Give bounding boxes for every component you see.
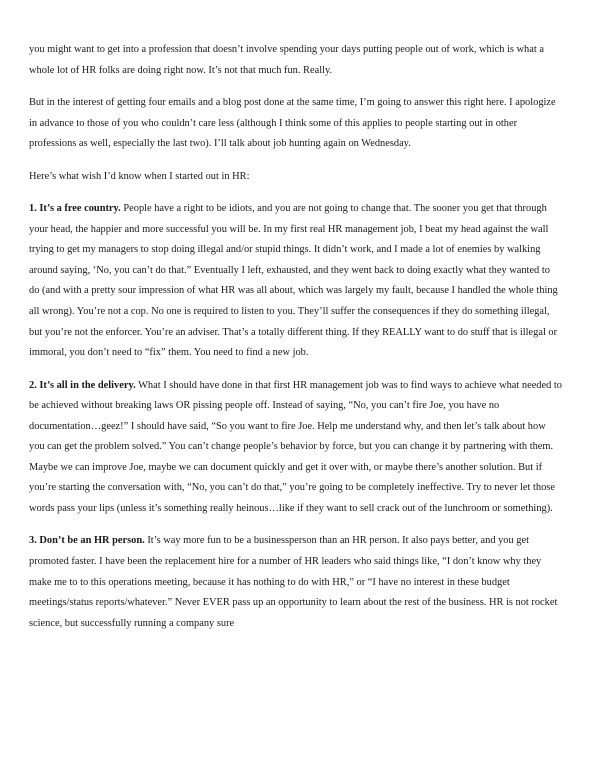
list-item-1 <box>29 199 562 364</box>
list-item-2-text: What I should have done in that first HR management job was to find ways to achieve what needed to be achieved without breaking laws OR pissing people off. Instead of saying, “No, you can’t fire Joe, you have no documentation…geez!” I should have said, “So you want to fire Joe. Help me understand why, and then let’s talk about how you can get the problem solved.” You can’t change people’s behavior by force, but you can change it by partnering with them. Maybe we can improve Joe, maybe we can document quickly and get it over with, or maybe there’s another solution. But if you’re starting the conversation with, “No, you can’t do that,” you’re going to be completely ineffective. Try to never let those words pass your lips (unless it’s something really heinous…like if they want to sell crack out of the lunchroom or something). <box>29 379 562 515</box>
list-item-1-text: People have a right to be idiots, and you are not going to change that. The sooner you get that through your head, the happier and more successful you will be. In my first real HR management job, I beat my head against the wall trying to get my managers to stop doing illegal and/or stupid things. It didn’t work, and I made a lot of enemies by walking around saying, ‘No, you can’t do that.” Eventually I left, exhausted, and they went back to doing exactly what they wanted to do (and with a pretty sour impression of what HR was all about, which was largely my fault, because I handled the whole thing all wrong). You’re not a cop. No one is required to listen to you. They’ll suffer the consequences if they do something illegal, but you’re not the enforcer. You’re an adviser. That’s a totally different thing. If they REALLY want to do stuff that is illegal or immoral, you don’t need to “fix” them. You need to find a new job. <box>29 202 558 359</box>
paragraph-1 <box>29 40 562 81</box>
list-item-1-heading: 1. It’s a free country. <box>29 202 121 214</box>
paragraph-3 <box>29 167 562 188</box>
list-item-2-heading: 2. It’s all in the delivery. <box>29 379 136 391</box>
list-item-3-text: It’s way more fun to be a businessperson than an HR person. It also pays better, and you get promoted faster. I have been the replacement hire for a number of HR leaders who said things like, “I don’t know why they make me to to this operations meeting, because it has nothing to do with HR,” or “I have no interest in these budget meetings/status reports/whatever.” Never EVER pass up an opportunity to learn about the rest of the business. HR is not rocket science, but successfully running a company sure <box>29 535 558 629</box>
list-item-3-heading: 3. Don’t be an HR person. <box>29 535 145 547</box>
paragraph-2 <box>29 93 562 155</box>
list-item-3 <box>29 531 562 634</box>
paragraph-1-text: you might want to get into a profession that doesn’t involve spending your days putting people out of work, which is what a whole lot of HR folks are doing right now. It’s not that much fun. Really. <box>29 44 544 76</box>
paragraph-2-text: But in the interest of getting four emails and a blog post done at the same time, I’m going to answer this right here. I apologize in advance to those of you who couldn’t care less (although I think some of this applies to people starting out in other professions as well, especially the last two). I’ll talk about job hunting again on Wednesday. <box>29 96 556 150</box>
list-item-2 <box>29 376 562 520</box>
document-body <box>29 40 562 634</box>
paragraph-3-text: Here’s what wish I’d know when I started out in HR: <box>29 170 250 182</box>
